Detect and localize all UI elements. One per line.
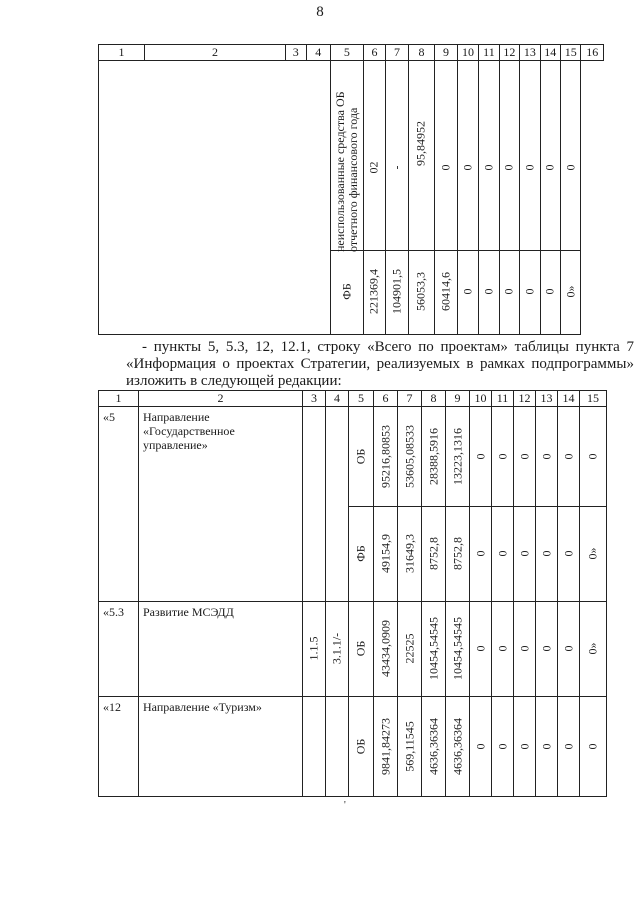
value-cell [470, 602, 492, 697]
row-name: Развитие МСЭДД [139, 602, 303, 697]
value-cell [580, 697, 607, 797]
value: 0 [517, 743, 531, 750]
value: 22525 [402, 633, 416, 664]
scan-mark: ' [344, 800, 346, 811]
value-cell [470, 507, 492, 602]
table1-header-row [99, 45, 604, 61]
value: 0 [542, 164, 557, 171]
value: - [389, 165, 404, 170]
col-header: 15 [580, 391, 607, 407]
value-cell [398, 697, 422, 797]
value: 0 [517, 453, 531, 460]
row-name: Направление «Государственное управление» [139, 407, 303, 602]
value-cell [536, 507, 558, 602]
value-cell [408, 61, 435, 251]
value: 0 [495, 645, 509, 652]
projects-table [98, 390, 607, 797]
value: 0» [563, 285, 578, 298]
value-cell [514, 697, 536, 797]
row-name: Направление «Туризм» [139, 697, 303, 797]
value: 9841,84273 [378, 718, 392, 775]
value: 10454,54545 [450, 617, 464, 680]
value: 8752,8 [450, 537, 464, 570]
budget-label-cell [349, 697, 374, 797]
col-header: 2 [139, 391, 303, 407]
value-cell [374, 697, 398, 797]
empty-cell [99, 61, 331, 335]
value-cell [580, 507, 607, 602]
row-c3 [303, 697, 326, 797]
row-number: «12 [99, 697, 139, 797]
budget-label-cell [349, 602, 374, 697]
value: 56053,3 [413, 272, 428, 311]
value: 4636,36364 [426, 718, 440, 775]
col-header: 10 [470, 391, 492, 407]
row-c4: 3.1.1/- [329, 632, 344, 665]
value: 95216,80853 [378, 425, 392, 488]
value: 0 [481, 164, 496, 171]
col-header: 8 [422, 391, 446, 407]
value-cell [520, 61, 540, 251]
value-cell [470, 697, 492, 797]
value: 43434,0909 [378, 620, 392, 677]
col-header: 14 [540, 45, 560, 61]
row-c3-cell [303, 602, 326, 697]
value: 0 [522, 164, 537, 171]
col-header: 11 [492, 391, 514, 407]
table-row [99, 602, 607, 697]
col-header: 3 [303, 391, 326, 407]
value: 0 [460, 164, 475, 171]
value-cell [374, 407, 398, 507]
col-header: 16 [581, 45, 604, 61]
value: 0 [539, 743, 553, 750]
value: 0 [585, 453, 600, 460]
vertical-header-cell [331, 61, 364, 251]
row-c3: 1.1.5 [306, 636, 321, 661]
value-cell [536, 602, 558, 697]
value-cell [374, 602, 398, 697]
value: 104901,5 [389, 269, 404, 314]
value: 60414,6 [438, 272, 453, 311]
value-cell [422, 602, 446, 697]
value: 0 [539, 453, 553, 460]
col-header: 5 [349, 391, 374, 407]
value-cell [580, 407, 607, 507]
col-header: 6 [363, 45, 385, 61]
value-cell [398, 602, 422, 697]
col-header: 4 [326, 391, 349, 407]
vertical-header-text: неиспользованные средства ОБ отчетного финансового года [332, 91, 360, 252]
col-header: 2 [145, 45, 286, 61]
row-c3 [303, 407, 326, 602]
row-label-cell [363, 61, 385, 251]
value: 0 [495, 453, 509, 460]
value: 0 [473, 743, 487, 750]
col-header: 10 [457, 45, 478, 61]
col-header: 1 [99, 391, 139, 407]
value-cell [492, 407, 514, 507]
value-cell [492, 507, 514, 602]
value: 0 [501, 288, 516, 295]
value-cell [446, 407, 470, 507]
col-header: 11 [479, 45, 499, 61]
value: 0 [460, 288, 475, 295]
row-label: ФБ [339, 283, 354, 300]
value: 0 [438, 164, 453, 171]
value-cell [435, 251, 457, 335]
value: 0 [539, 645, 553, 652]
value-cell [536, 407, 558, 507]
col-header: 15 [560, 45, 580, 61]
value: 0 [561, 453, 575, 460]
value: 49154,9 [378, 534, 392, 573]
col-header: 1 [99, 45, 145, 61]
col-header: 5 [331, 45, 364, 61]
value: 0 [563, 164, 578, 171]
value: 31649,3 [402, 534, 416, 573]
value-cell [386, 61, 408, 251]
page-number: 8 [316, 4, 324, 20]
budget-label: ФБ [353, 545, 368, 562]
value-cell [499, 251, 519, 335]
value: 4636,36364 [450, 718, 464, 775]
value-cell [457, 251, 478, 335]
value: 0 [473, 453, 487, 460]
value-cell [560, 251, 580, 335]
value-cell [374, 507, 398, 602]
value-cell [514, 507, 536, 602]
value: 8752,8 [426, 537, 440, 570]
value: 53605,08533 [402, 425, 416, 488]
value: 0 [473, 645, 487, 652]
col-header: 4 [306, 45, 331, 61]
value-cell [479, 251, 499, 335]
value: 0 [517, 550, 531, 557]
value-cell [558, 407, 580, 507]
value-cell [558, 507, 580, 602]
row-label-cell [331, 251, 364, 335]
col-header: 3 [286, 45, 306, 61]
value: 0 [501, 164, 516, 171]
value-cell [386, 251, 408, 335]
row-number: «5 [99, 407, 139, 602]
value: 0 [542, 288, 557, 295]
value: 0 [561, 645, 575, 652]
value-cell [560, 61, 580, 251]
paragraph-line: - пункты 5, 5.3, 12, 12.1, строку «Всего по проектам» таблицы пункта 7 [142, 339, 634, 355]
col-header: 8 [408, 45, 435, 61]
value-cell [422, 407, 446, 507]
value-cell [536, 697, 558, 797]
value: 0 [495, 550, 509, 557]
row-c4 [326, 697, 349, 797]
col-header: 7 [398, 391, 422, 407]
value-cell [499, 61, 519, 251]
value-cell [492, 697, 514, 797]
value-cell [470, 407, 492, 507]
table1-row-top [99, 61, 604, 251]
value-cell [398, 507, 422, 602]
value-cell [457, 61, 478, 251]
col-header: 13 [536, 391, 558, 407]
value: 221369,4 [366, 269, 381, 314]
value: 0 [473, 550, 487, 557]
col-header: 14 [558, 391, 580, 407]
table-row [99, 697, 607, 797]
value: 0 [517, 645, 531, 652]
value-cell [540, 61, 560, 251]
row-c4-cell [326, 602, 349, 697]
row-label: 02 [366, 161, 381, 174]
value-cell [540, 251, 560, 335]
value-cell [363, 251, 385, 335]
budget-label-cell [349, 507, 374, 602]
col-header: 7 [386, 45, 408, 61]
value-cell [492, 602, 514, 697]
value-cell [446, 602, 470, 697]
value: 28388,5916 [426, 428, 440, 485]
value: 95,84952 [413, 121, 428, 166]
value: 0» [585, 642, 600, 655]
col-header: 13 [520, 45, 540, 61]
value: 0 [522, 288, 537, 295]
value-cell [580, 602, 607, 697]
budget-label: ОБ [353, 448, 368, 465]
value-cell [398, 407, 422, 507]
value-cell [514, 602, 536, 697]
col-header: 12 [514, 391, 536, 407]
value: 0 [585, 743, 600, 750]
col-header: 9 [446, 391, 470, 407]
value-cell [446, 507, 470, 602]
instruction-paragraph [126, 339, 634, 390]
budget-label: ОБ [353, 738, 368, 755]
value-cell [514, 407, 536, 507]
budget-label: ОБ [353, 640, 368, 657]
value-cell [422, 697, 446, 797]
value: 0 [481, 288, 496, 295]
value-cell [446, 697, 470, 797]
value-cell [408, 251, 435, 335]
paragraph-line: изложить в следующей редакции: [126, 373, 342, 389]
value-cell [435, 61, 457, 251]
value-cell [558, 697, 580, 797]
table-continuation [98, 44, 604, 335]
table2-header-row [99, 391, 607, 407]
paragraph-line: «Информация о проектах Стратегии, реализуемых в рамках подпрограммы» [126, 356, 634, 372]
value: 0» [585, 547, 600, 560]
table-row [99, 407, 607, 507]
value-cell [558, 602, 580, 697]
value: 0 [561, 550, 575, 557]
row-c4 [326, 407, 349, 602]
value: 0 [561, 743, 575, 750]
value: 0 [495, 743, 509, 750]
value: 0 [539, 550, 553, 557]
value: 13223,1316 [450, 428, 464, 485]
value: 10454,54545 [426, 617, 440, 680]
value-cell [479, 61, 499, 251]
row-number: «5.3 [99, 602, 139, 697]
value-cell [422, 507, 446, 602]
col-header: 6 [374, 391, 398, 407]
budget-label-cell [349, 407, 374, 507]
value-cell [520, 251, 540, 335]
value: 569,11545 [402, 721, 416, 772]
col-header: 9 [435, 45, 457, 61]
col-header: 12 [499, 45, 519, 61]
